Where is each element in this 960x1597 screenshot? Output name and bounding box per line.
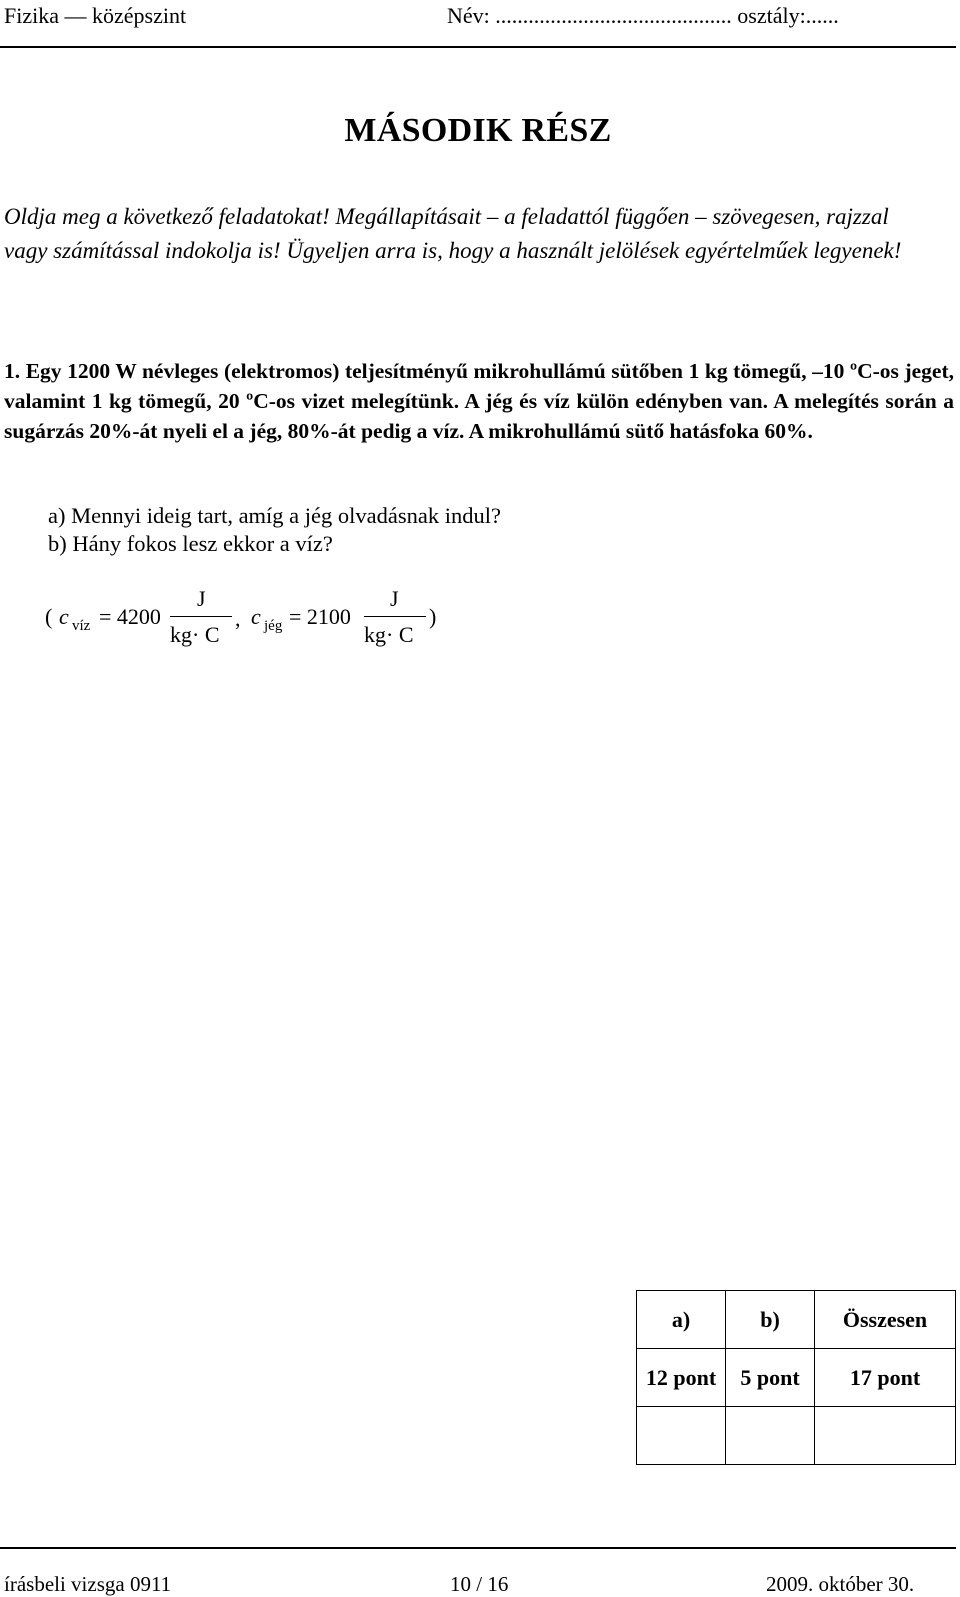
score-header-b: b) — [726, 1291, 815, 1349]
score-blank-row — [637, 1407, 956, 1465]
score-points-a: 12 pont — [637, 1349, 726, 1407]
footer-page-number: 10 / 16 — [450, 1572, 509, 1596]
score-header-total: Összesen — [815, 1291, 956, 1349]
score-blank-a — [637, 1407, 726, 1465]
formula-unit2-numerator: J — [390, 586, 399, 611]
question-b: b) Hány fokos lesz ekkor a víz? — [48, 531, 333, 556]
header-rule — [0, 46, 956, 48]
formula-close-paren: ) — [429, 604, 437, 629]
footer-exam-code: írásbeli vizsga 0911 — [4, 1572, 172, 1596]
score-header-a: a) — [637, 1291, 726, 1349]
formula-open-paren: ( — [45, 604, 53, 629]
score-points-row — [637, 1349, 956, 1407]
score-blank-total — [815, 1407, 956, 1465]
formula-comma: , — [235, 606, 241, 631]
formula-fraction-line-2 — [364, 616, 426, 617]
formula-unit1-denominator: kg· C — [170, 622, 220, 647]
formula-unit2-denominator: kg· C — [364, 622, 414, 647]
formula-c-ice-value: = 2100 — [289, 604, 351, 629]
formula-c-ice-sub: jég — [264, 618, 283, 634]
problem-statement: 1. Egy 1200 W névleges (elektromos) teljesítményű mikrohullámú sütőben 1 kg tömegű, –10 ºC-os jeget, valamint 1 kg tömegű, 20 ºC-os vizet melegítünk. A jég és víz külön edényben van. A melegítés során a sugárzás 20%-át nyeli el a jég, 80%-át pedig a víz. A mikrohullámú sütő hatásfoka 60%. — [4, 359, 954, 443]
question-a: a) Mennyi ideig tart, amíg a jég olvadásnak indul? — [48, 503, 501, 528]
section-title: MÁSODIK RÉSZ — [344, 112, 612, 149]
formula-c-ice: c — [251, 604, 261, 629]
score-blank-b — [726, 1407, 815, 1465]
header-name-class: Név: ........................................... osztály:...... — [447, 3, 839, 28]
score-points-total: 17 pont — [815, 1349, 956, 1407]
header-subject: Fizika — középszint — [4, 3, 187, 28]
score-table — [636, 1290, 956, 1465]
formula-fraction-line-1 — [170, 616, 232, 617]
formula-unit1-numerator: J — [197, 586, 206, 611]
formula-c-water-value: = 4200 — [99, 604, 161, 629]
intro-instructions: Oldja meg a következő feladatokat! Megállapításait – a feladattól függően – szövegesen, rajzzal vagy számítással indokolja is! Ügyeljen arra is, hogy a használt jelölések egyértelműek legyenek! — [4, 204, 902, 263]
formula-c-water-sub: víz — [72, 618, 91, 634]
score-header-row — [637, 1291, 956, 1349]
specific-heat-formula — [45, 586, 465, 656]
formula-c-water: c — [59, 604, 69, 629]
footer-rule — [0, 1547, 956, 1549]
score-points-b: 5 pont — [726, 1349, 815, 1407]
footer-date: 2009. október 30. — [766, 1572, 915, 1596]
